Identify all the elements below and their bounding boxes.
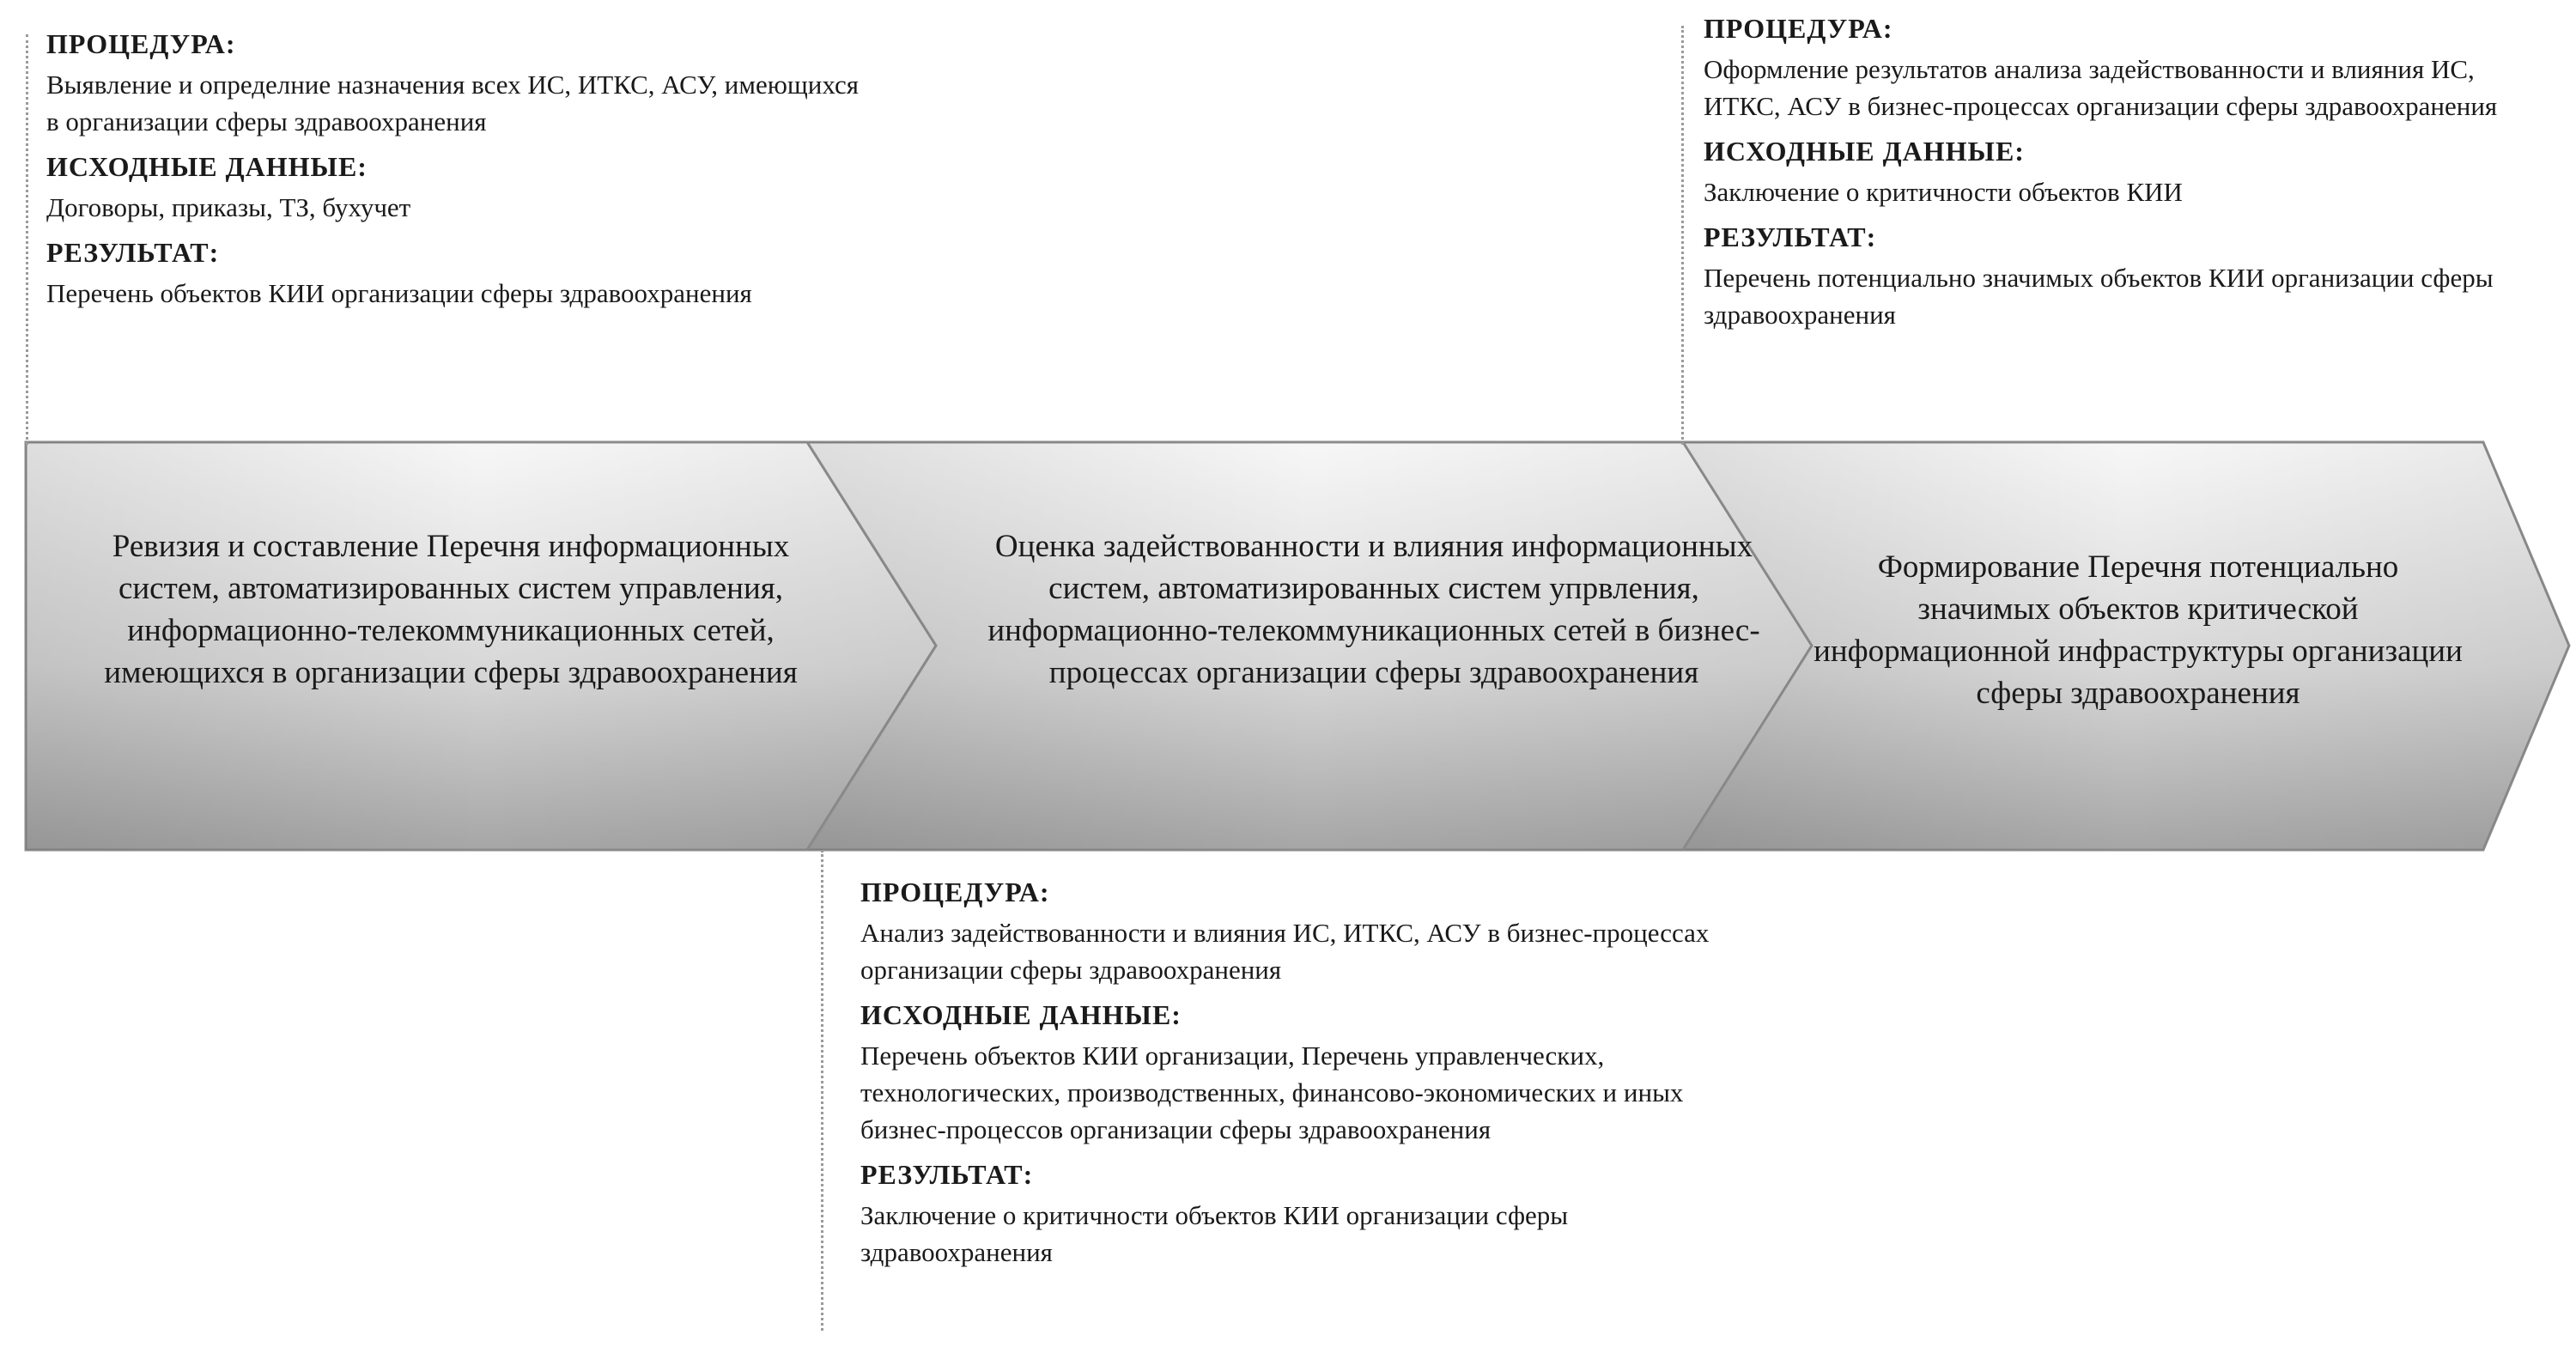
result-heading: РЕЗУЛЬТАТ: (46, 237, 220, 268)
input-text: Договоры, приказы, ТЗ, бухучет (46, 192, 411, 222)
result-heading: РЕЗУЛЬТАТ: (860, 1159, 1034, 1190)
result-text: Заключение о критичности объектов КИИ организации сферы здравоохранения (860, 1200, 1569, 1267)
input-heading: ИСХОДНЫЕ ДАННЫЕ: (860, 999, 1182, 1030)
stage-2-title: Оценка задействованности и влияния информационных систем, автоматизированных систем упрвления, информационно-телекоммуникационных сетей в бизнес-процессах организации сферы здравоохранения (987, 529, 1760, 690)
result-text: Перечень объектов КИИ организации сферы здравоохранения (46, 278, 752, 308)
result-heading: РЕЗУЛЬТАТ: (1704, 221, 1877, 252)
stage-2-note (860, 874, 1753, 1279)
connector-line-3 (1681, 26, 1684, 445)
stage-1-title: Ревизия и составление Перечня информационных систем, автоматизированных систем управления, информационно-телекоммуникационных сетей, имеющихся в организации сферы здравоохранения (104, 529, 798, 690)
input-heading: ИСХОДНЫЕ ДАННЫЕ: (46, 151, 368, 182)
stage-1-note (46, 26, 871, 320)
input-text: Перечень объектов КИИ организации, Перечень управленческих, технологических, производственных, финансово-экономических и иных бизнес-процессов организации сферы здравоохранения (860, 1041, 1684, 1144)
procedure-heading: ПРОЦЕДУРА: (46, 28, 236, 59)
procedure-heading: ПРОЦЕДУРА: (860, 877, 1050, 907)
procedure-text: Анализ задействованности и влияния ИС, ИТКС, АСУ в бизнес-процессах организации сферы здравоохранения (860, 918, 1710, 985)
result-text: Перечень потенциально значимых объектов КИИ организации сферы здравоохранения (1704, 263, 2494, 330)
procedure-text: Выявление и определние назначения всех ИС, ИТКС, АСУ, имеющихся в организации сферы здравоохранения (46, 70, 859, 137)
input-text: Заключение о критичности объектов КИИ (1704, 177, 2183, 207)
input-heading: ИСХОДНЫЕ ДАННЫЕ: (1704, 136, 2025, 167)
connector-line-2 (821, 850, 823, 1331)
procedure-heading: ПРОЦЕДУРА: (1704, 13, 1893, 44)
procedure-text: Оформление результатов анализа задействованности и влияния ИС, ИТКС, АСУ в бизнес-процессах организации сферы здравоохранения (1704, 54, 2498, 121)
stage-3-title: Формирование Перечня потенциально значимых объектов критической информационной инфраструктуры организации сферы здравоохранения (1814, 549, 2463, 711)
stage-3-note (1704, 10, 2528, 342)
connector-line-1 (26, 34, 28, 445)
